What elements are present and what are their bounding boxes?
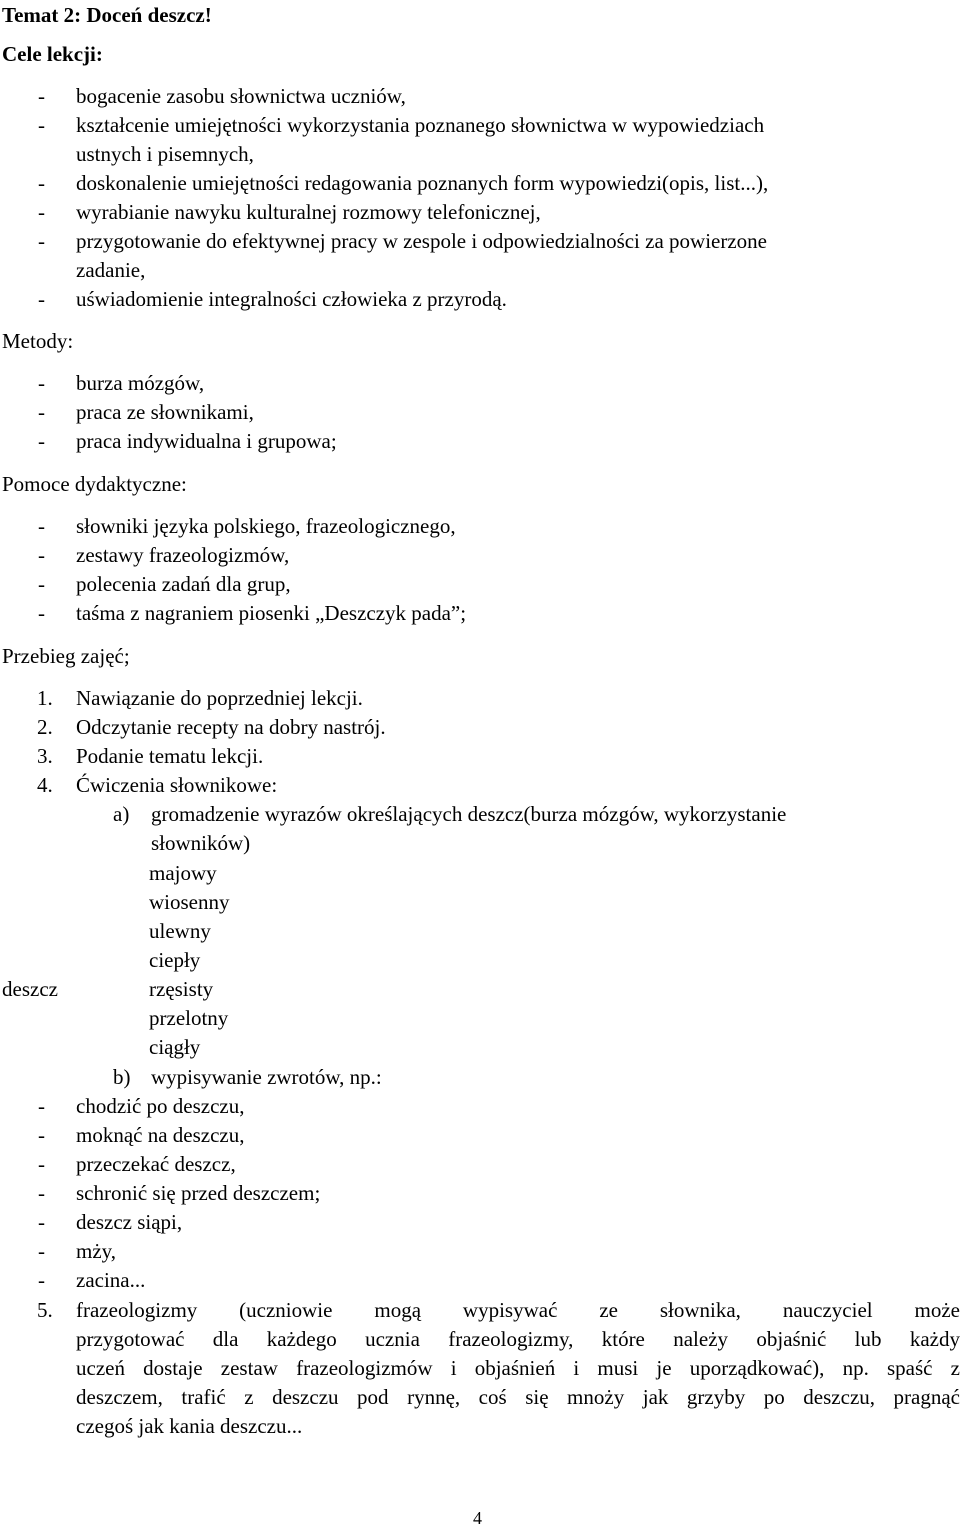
sub-letter: a) bbox=[113, 802, 130, 826]
word-text: majowy bbox=[149, 861, 217, 885]
bullet-dash: - bbox=[38, 371, 45, 395]
phrase-text: schronić się przed deszczem; bbox=[76, 1181, 321, 1205]
bullet-dash: - bbox=[38, 429, 45, 453]
list-item-text: słowniki języka polskiego, frazeologicznego, bbox=[76, 514, 456, 538]
bullet-dash: - bbox=[38, 514, 45, 538]
step-number: 1. bbox=[37, 686, 53, 710]
bullet-dash: - bbox=[38, 1239, 45, 1263]
phrase-text: przeczekać deszcz, bbox=[76, 1152, 236, 1176]
step-text-line: frazeologizmy (uczniowie mogą wypisywać ze słownika, nauczyciel może bbox=[76, 1298, 960, 1322]
step-text: Nawiązanie do poprzedniej lekcji. bbox=[76, 686, 363, 710]
bullet-dash: - bbox=[38, 1210, 45, 1234]
bullet-dash: - bbox=[38, 171, 45, 195]
page-number: 4 bbox=[473, 1508, 482, 1528]
bullet-dash: - bbox=[38, 1181, 45, 1205]
step-number: 2. bbox=[37, 715, 53, 739]
phrase-text: deszcz siąpi, bbox=[76, 1210, 183, 1234]
phrase-text: zacina... bbox=[76, 1268, 146, 1292]
step-text-line: przygotować dla każdego ucznia frazeologizmy, które należy objaśnić lub każdy bbox=[76, 1327, 960, 1351]
word-text: ciągły bbox=[149, 1035, 201, 1059]
list-item-text: praca ze słownikami, bbox=[76, 400, 254, 424]
phrase-text: mży, bbox=[76, 1239, 117, 1263]
heading-metody: Metody: bbox=[2, 329, 74, 353]
step-text: Podanie tematu lekcji. bbox=[76, 744, 264, 768]
list-item-text: bogacenie zasobu słownictwa uczniów, bbox=[76, 84, 406, 108]
word-text: przelotny bbox=[149, 1006, 229, 1030]
bullet-dash: - bbox=[38, 1152, 45, 1176]
sub-letter: b) bbox=[113, 1065, 131, 1089]
list-item-text: kształcenie umiejętności wykorzystania poznanego słownictwa w wypowiedziach bbox=[76, 113, 765, 137]
heading-pomoce: Pomoce dydaktyczne: bbox=[2, 472, 187, 496]
page-title: Temat 2: Doceń deszcz! bbox=[2, 3, 212, 27]
list-item-text: doskonalenie umiejętności redagowania poznanych form wypowiedzi(opis, list...), bbox=[76, 171, 769, 195]
step-number: 3. bbox=[37, 744, 53, 768]
list-item-text: ustnych i pisemnych, bbox=[76, 142, 254, 166]
bullet-dash: - bbox=[38, 1268, 45, 1292]
bullet-dash: - bbox=[38, 113, 45, 137]
bullet-dash: - bbox=[38, 84, 45, 108]
sub-text: wypisywanie zwrotów, np.: bbox=[151, 1065, 382, 1089]
bullet-dash: - bbox=[38, 1094, 45, 1118]
list-item-text: taśma z nagraniem piosenki „Deszczyk pada”; bbox=[76, 601, 467, 625]
list-item-text: wyrabianie nawyku kulturalnej rozmowy telefonicznej, bbox=[76, 200, 541, 224]
sub-text: słowników) bbox=[151, 831, 251, 855]
heading-przebieg: Przebieg zajęć; bbox=[2, 644, 130, 668]
step-number: 5. bbox=[37, 1298, 53, 1322]
list-item-text: zadanie, bbox=[76, 258, 146, 282]
list-item-text: zestawy frazeologizmów, bbox=[76, 543, 290, 567]
phrase-text: moknąć na deszczu, bbox=[76, 1123, 245, 1147]
heading-cele: Cele lekcji: bbox=[2, 42, 103, 66]
bullet-dash: - bbox=[38, 287, 45, 311]
bullet-dash: - bbox=[38, 229, 45, 253]
word-text: rzęsisty bbox=[149, 977, 214, 1001]
word-text: ulewny bbox=[149, 919, 211, 943]
list-item-text: przygotowanie do efektywnej pracy w zespole i odpowiedzialności za powierzone bbox=[76, 229, 767, 253]
word-text: wiosenny bbox=[149, 890, 230, 914]
word-text: ciepły bbox=[149, 948, 201, 972]
list-item-text: praca indywidualna i grupowa; bbox=[76, 429, 337, 453]
list-item-text: polecenia zadań dla grup, bbox=[76, 572, 291, 596]
bullet-dash: - bbox=[38, 543, 45, 567]
bullet-dash: - bbox=[38, 572, 45, 596]
bullet-dash: - bbox=[38, 200, 45, 224]
list-item-text: burza mózgów, bbox=[76, 371, 205, 395]
bullet-dash: - bbox=[38, 1123, 45, 1147]
phrase-text: chodzić po deszczu, bbox=[76, 1094, 245, 1118]
step-number: 4. bbox=[37, 773, 53, 797]
step-text: Odczytanie recepty na dobry nastrój. bbox=[76, 715, 386, 739]
step-text-line: czegoś jak kania deszczu... bbox=[76, 1414, 303, 1438]
bullet-dash: - bbox=[38, 400, 45, 424]
step-text: Ćwiczenia słownikowe: bbox=[76, 773, 278, 797]
word-center: deszcz bbox=[2, 977, 58, 1001]
sub-text: gromadzenie wyrazów określających deszcz(burza mózgów, wykorzystanie bbox=[151, 802, 787, 826]
list-item-text: uświadomienie integralności człowieka z przyrodą. bbox=[76, 287, 507, 311]
bullet-dash: - bbox=[38, 601, 45, 625]
step-text-line: uczeń dostaje zestaw frazeologizmów i objaśnień i musi je uporządkować), np. spaść z bbox=[76, 1356, 960, 1380]
step-text-line: deszczem, trafić z deszczu pod rynnę, coś się mnoży jak grzyby po deszczu, pragnąć bbox=[76, 1385, 960, 1409]
